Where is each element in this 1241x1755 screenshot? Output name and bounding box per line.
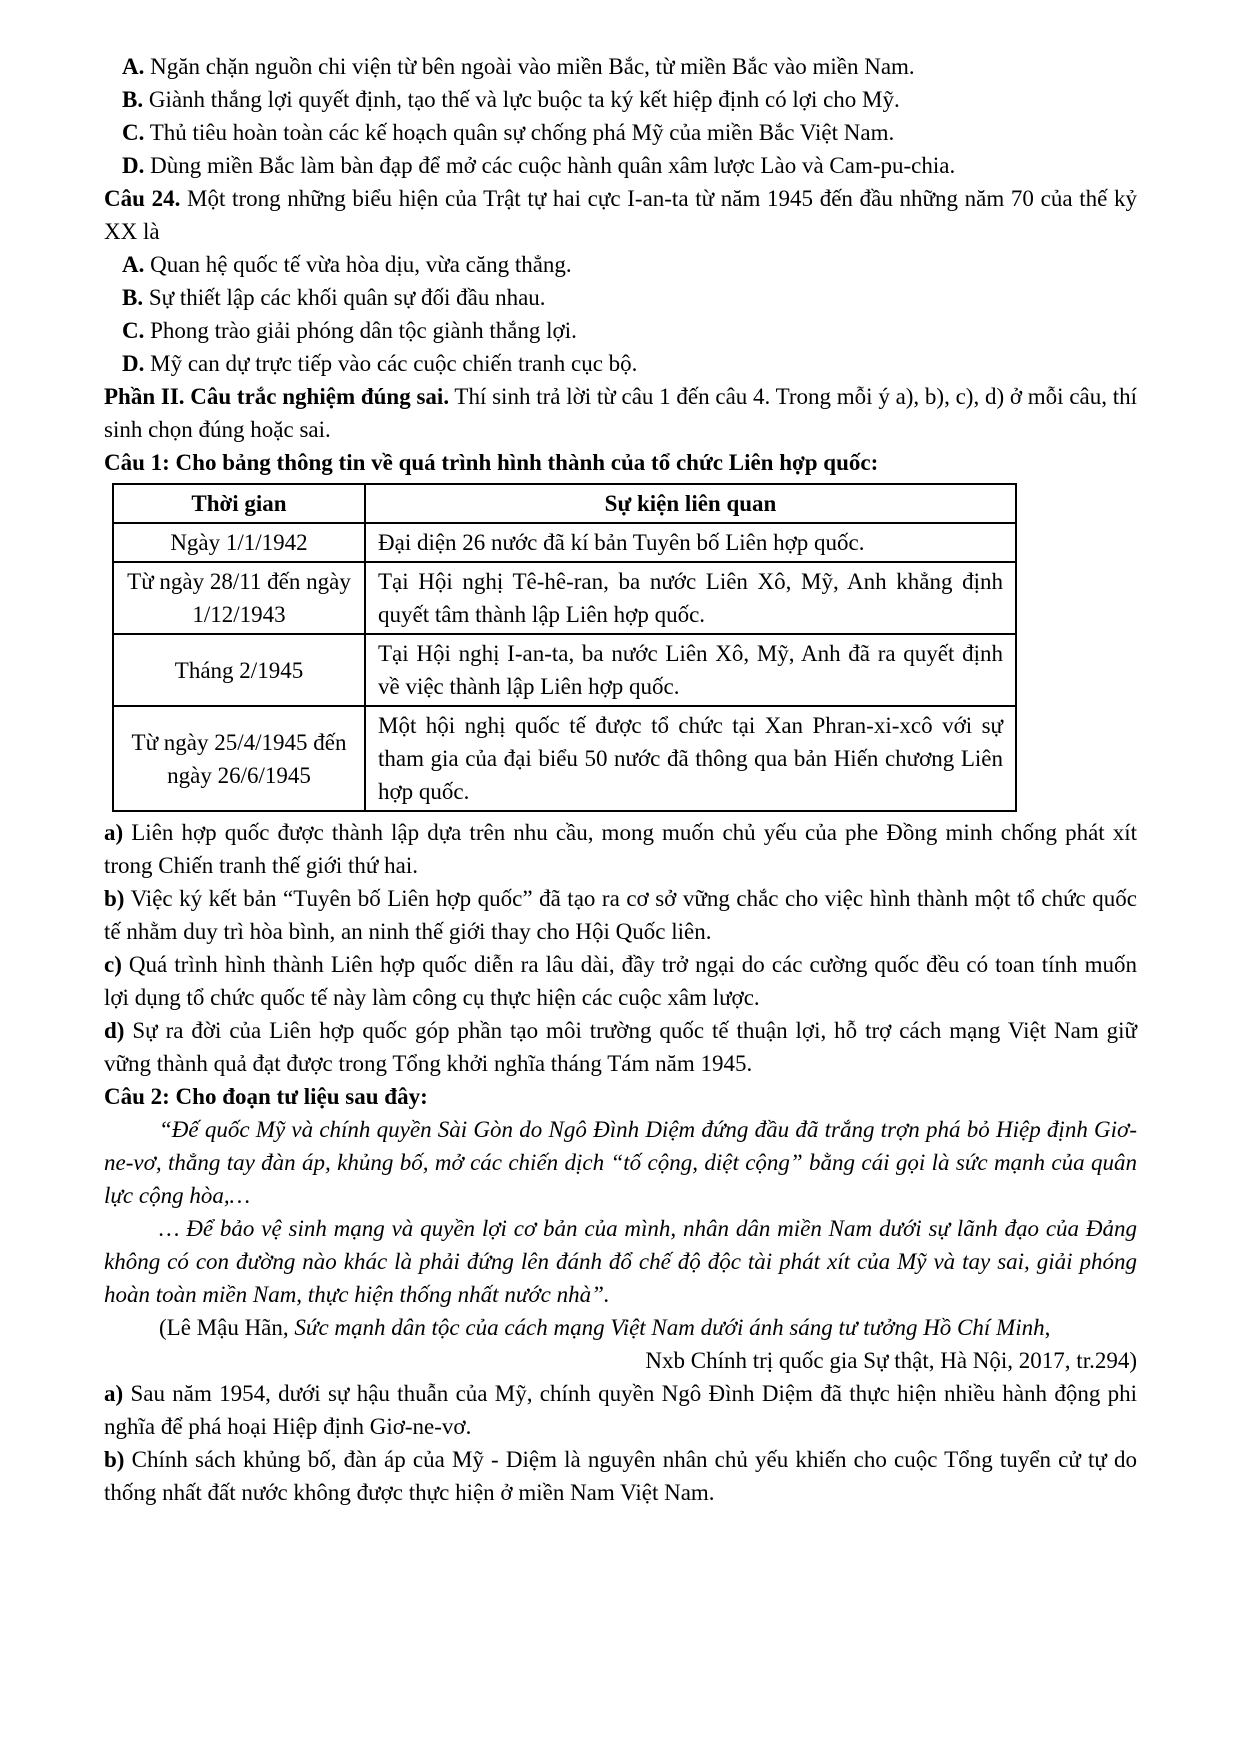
- table-header-row: [113, 484, 1016, 523]
- option-label: D.: [122, 351, 145, 376]
- un-formation-table: [112, 483, 1017, 812]
- option-text: Phong trào giải phóng dân tộc giành thắng lợi.: [150, 318, 577, 343]
- option-label: A.: [122, 54, 145, 79]
- option-text: Dùng miền Bắc làm bàn đạp để mở các cuộc hành quân xâm lược Lào và Cam-pu-chia.: [150, 153, 956, 178]
- q1-statement-a: [104, 816, 1137, 882]
- q24-option-c: [104, 314, 1137, 347]
- event-cell: Đại diện 26 nước đã kí bản Tuyên bố Liên hợp quốc.: [365, 523, 1016, 562]
- event-cell: Tại Hội nghị Tê-hê-ran, ba nước Liên Xô, Mỹ, Anh khẳng định quyết tâm thành lập Liên hợp quốc.: [365, 562, 1016, 634]
- statement-label: c): [104, 952, 122, 977]
- event-cell: Một hội nghị quốc tế được tổ chức tại Xan Phran-xi-xcô với sự tham gia của đại biểu 50 nước đã thông qua bản Hiến chương Liên hợp quốc.: [365, 706, 1016, 811]
- q1-statement-d: [104, 1014, 1137, 1080]
- q2-quote-paragraph-2: … Để bảo vệ sinh mạng và quyền lợi cơ bản của mình, nhân dân miền Nam dưới sự lãnh đạo của Đảng không có con đường nào khác là phải đứng lên đánh đổ chế độ độc tài phát xít của Mỹ và tay sai, giải phóng hoàn toàn miền Nam, thực hiện thống nhất nước nhà”.: [104, 1216, 1137, 1307]
- time-cell: Từ ngày 25/4/1945 đến ngày 26/6/1945: [113, 706, 365, 811]
- option-label: C.: [122, 318, 145, 343]
- statement-label: a): [104, 820, 124, 845]
- q1-statement-b: [104, 882, 1137, 948]
- statement-text: Chính sách khủng bố, đàn áp của Mỹ - Diệm là nguyên nhân chủ yếu khiến cho cuộc Tổng tuyển cử tự do thống nhất đất nước không được thực hiện ở miền Nam Việt Nam.: [104, 1447, 1138, 1505]
- option-text: Sự thiết lập các khối quân sự đối đầu nhau.: [148, 285, 546, 310]
- citation-author: (Lê Mậu Hãn,: [159, 1315, 295, 1340]
- option-text: Ngăn chặn nguồn chi viện từ bên ngoài vào miền Bắc, từ miền Bắc vào miền Nam.: [150, 54, 915, 79]
- q2-statement-b: [104, 1443, 1137, 1509]
- citation-comma: ,: [1044, 1315, 1051, 1340]
- option-text: Thủ tiêu hoàn toàn các kế hoạch quân sự chống phá Mỹ của miền Bắc Việt Nam.: [149, 120, 895, 145]
- table-row: [113, 706, 1016, 811]
- q24-option-a: [104, 248, 1137, 281]
- statement-text: Sau năm 1954, dưới sự hậu thuẫn của Mỹ, chính quyền Ngô Đình Diệm đã thực hiện nhiều hành động phi nghĩa để phá hoại Hiệp định Giơ-ne-vơ.: [104, 1381, 1138, 1439]
- q24-option-d: [104, 347, 1137, 380]
- option-label: C.: [122, 120, 145, 145]
- question-24-stem: [104, 182, 1137, 248]
- option-label: B.: [122, 285, 144, 310]
- option-label: D.: [122, 153, 145, 178]
- event-cell: Tại Hội nghị I-an-ta, ba nước Liên Xô, Mỹ, Anh đã ra quyết định về việc thành lập Liên hợp quốc.: [365, 634, 1016, 706]
- citation-book-title: Sức mạnh dân tộc của cách mạng Việt Nam dưới ánh sáng tư tưởng Hồ Chí Minh: [294, 1315, 1045, 1340]
- q2-citation-line-2: Nxb Chính trị quốc gia Sự thật, Hà Nội, 2017, tr.294): [645, 1348, 1137, 1373]
- option-text: Mỹ can dự trực tiếp vào các cuộc chiến tranh cục bộ.: [150, 351, 638, 376]
- q2-title: Câu 2: Cho đoạn tư liệu sau đây:: [104, 1084, 428, 1109]
- time-cell: Ngày 1/1/1942: [113, 523, 365, 562]
- q24-option-b: [104, 281, 1137, 314]
- statement-label: b): [104, 1447, 125, 1472]
- question-24-label: Câu 24.: [104, 186, 181, 211]
- col-header-time: Thời gian: [113, 484, 365, 523]
- statement-text: Việc ký kết bản “Tuyên bố Liên hợp quốc” đã tạo ra cơ sở vững chắc cho việc hình thành một tổ chức quốc tế nhằm duy trì hòa bình, an ninh thế giới thay cho Hội Quốc liên.: [104, 886, 1137, 944]
- q2-quote-paragraph-1: “Đế quốc Mỹ và chính quyền Sài Gòn do Ngô Đình Diệm đứng đầu đã trắng trợn phá bỏ Hiệp định Giơ-ne-vơ, thẳng tay đàn áp, khủng bố, mở các chiến dịch “tố cộng, diệt cộng” bằng cái gọi là sức mạnh của quân lực cộng hòa,…: [104, 1117, 1137, 1208]
- time-cell: Tháng 2/1945: [113, 634, 365, 706]
- statement-text: Liên hợp quốc được thành lập dựa trên nhu cầu, mong muốn chủ yếu của phe Đồng minh chống phát xít trong Chiến tranh thế giới thứ hai.: [104, 820, 1138, 878]
- answer-option-a: [104, 50, 1137, 83]
- col-header-event: Sự kiện liên quan: [365, 484, 1016, 523]
- table-row: [113, 562, 1016, 634]
- q2-citation-line-1: [104, 1311, 1137, 1344]
- table-row: [113, 523, 1016, 562]
- answer-option-b: [104, 83, 1137, 116]
- q1-statement-c: [104, 948, 1137, 1014]
- option-text: Giành thắng lợi quyết định, tạo thế và lực buộc ta ký kết hiệp định có lợi cho Mỹ.: [148, 87, 900, 112]
- option-label: B.: [122, 87, 144, 112]
- part2-instructions: Thí sinh trả lời từ câu 1 đến câu 4. Trong mỗi ý a), b), c), d) ở mỗi câu, thí sinh chọn đúng hoặc sai.: [104, 384, 1138, 442]
- question-24-text: Một trong những biểu hiện của Trật tự hai cực I-an-ta từ năm 1945 đến đầu những năm 70 của thế kỷ XX là: [104, 186, 1137, 244]
- option-text: Quan hệ quốc tế vừa hòa dịu, vừa căng thẳng.: [150, 252, 572, 277]
- statement-label: b): [104, 886, 125, 911]
- q1-title: Câu 1: Cho bảng thông tin về quá trình hình thành của tổ chức Liên hợp quốc:: [104, 450, 879, 475]
- option-label: A.: [122, 252, 145, 277]
- statement-label: d): [104, 1018, 125, 1043]
- statement-label: a): [104, 1381, 124, 1406]
- part2-title: Phần II. Câu trắc nghiệm đúng sai.: [104, 384, 450, 409]
- answer-option-d: [104, 149, 1137, 182]
- table-row: [113, 634, 1016, 706]
- part2-header: [104, 380, 1137, 446]
- answer-option-c: [104, 116, 1137, 149]
- q2-statement-a: [104, 1377, 1137, 1443]
- statement-text: Sự ra đời của Liên hợp quốc góp phần tạo môi trường quốc tế thuận lợi, hỗ trợ cách mạng Việt Nam giữ vững thành quả đạt được trong Tổng khởi nghĩa tháng Tám năm 1945.: [104, 1018, 1138, 1076]
- time-cell: Từ ngày 28/11 đến ngày 1/12/1943: [113, 562, 365, 634]
- statement-text: Quá trình hình thành Liên hợp quốc diễn ra lâu dài, đầy trở ngại do các cường quốc đều có toan tính muốn lợi dụng tổ chức quốc tế này làm công cụ thực hiện các cuộc xâm lược.: [104, 952, 1137, 1010]
